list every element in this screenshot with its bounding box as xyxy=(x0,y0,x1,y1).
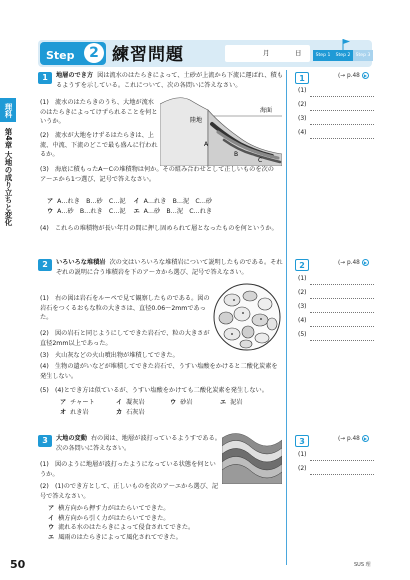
step-badge xyxy=(40,42,106,65)
q2-choice-d: 泥岩 xyxy=(230,399,243,406)
q1-answer-row[interactable] xyxy=(298,100,374,114)
q3-choice-a-mark: ア xyxy=(48,505,55,512)
q3-part2: (2) (1)のでき方として、正しいものを次のア～エから選び、記号で答えなさい。 xyxy=(40,483,219,500)
answer-line xyxy=(310,460,374,461)
answer-line xyxy=(310,474,374,475)
q3-answer-number: 3 xyxy=(295,435,309,447)
q2-part2: (2) 図の岩石と同じようにしてできた岩石で、粒の大きさが直径2mm以上であった。 xyxy=(40,330,210,347)
q1-sediment-diagram xyxy=(160,94,282,166)
q2-rock-loupe-diagram xyxy=(212,282,282,352)
step-number: 2 xyxy=(84,43,104,63)
fig-a-label: A xyxy=(204,141,209,148)
page-title: 練習問題 xyxy=(112,45,184,65)
day-label: 日 xyxy=(295,49,302,57)
q2-choice-a: チャート xyxy=(70,399,95,406)
q1-part1: (1) 流水のはたらきのうち、大地が流水のはたらきによってけずられることを何というか。 xyxy=(40,99,158,126)
q1-answer-label-3: (3) xyxy=(298,115,307,122)
q2-answer-area xyxy=(298,274,374,344)
q1-choice-a-mark: ア xyxy=(47,198,54,205)
q3-choice-d: 風雨のはたらきによって風化されてできた。 xyxy=(58,533,182,541)
q1-choice-a: A…れき B…砂 C…泥 xyxy=(57,198,126,205)
q1-answer-area xyxy=(298,86,374,142)
q2-choice-f: 石灰岩 xyxy=(126,409,145,416)
q3-choice-a: 横方向から押す力がはたらいてできた。 xyxy=(58,505,170,512)
q2-answer-row[interactable] xyxy=(298,316,374,330)
q3-ref-icon: ▶ xyxy=(363,436,367,441)
q1-part4: (4) これらの堆積物が長い年月の間に押し固められて層となったものを何というか。 xyxy=(40,225,278,232)
q2-intro-block xyxy=(56,258,284,277)
step-indicator-2: Step 2 xyxy=(333,50,353,61)
fig-sea-label: 海面 xyxy=(260,107,273,114)
answer-line xyxy=(310,340,374,341)
q3-topic: 大地の変動 xyxy=(56,435,87,442)
month-label: 月 xyxy=(263,49,270,57)
column-divider xyxy=(286,70,287,565)
q1-answer-label-2: (2) xyxy=(298,101,307,108)
q3-choice-c-mark: ウ xyxy=(48,524,55,532)
step-label: Step xyxy=(46,49,75,62)
q1-answer-number: 1 xyxy=(295,72,309,84)
q2-answer-number: 2 xyxy=(295,259,309,271)
q1-intro-block xyxy=(56,71,284,90)
q3-part1: (1) 図のように地層が波打ったようになっている状態を何というか。 xyxy=(40,461,216,478)
q3-answer-area xyxy=(298,450,374,478)
q2-ref-text: (→ p.48 xyxy=(338,260,360,266)
q3-ref-text: (→ p.48 xyxy=(338,436,360,442)
q2-part1: (1) 右の図は岩石をルーペで見て観察したものである。図の岩石をつくるおもな粒の大きさは、直径0.06～2mmであった。 xyxy=(40,295,210,322)
answer-line xyxy=(310,326,374,327)
q2-choices xyxy=(60,398,280,418)
fig-c-label: C xyxy=(258,157,263,164)
q1-intro: 図は流水のはたらきによって、土砂が上流から下流に運ばれ、積もるようすを示している。これについて、次の各問いに答えなさい。 xyxy=(56,72,283,89)
q3-intro-block xyxy=(56,434,224,453)
step-indicator-1: Step 1 xyxy=(313,50,333,61)
answer-line xyxy=(310,110,374,111)
q2-choice-b: 凝灰岩 xyxy=(126,399,145,406)
step-progress xyxy=(313,50,373,62)
date-box xyxy=(225,45,310,62)
q2-answer-label-4: (4) xyxy=(298,317,307,324)
q2-intro: 次の文はいろいろな堆積岩について説明したものである。それぞれの説明に合う堆積岩を下のア～カから選び、記号で答えなさい。 xyxy=(56,259,283,276)
q1-topic: 地層のでき方 xyxy=(56,72,94,79)
q2-answer-row[interactable] xyxy=(298,330,374,344)
q1-choice-b-mark: イ xyxy=(133,198,140,205)
footer-code: SUS 理 xyxy=(354,562,371,568)
q3-answer-row[interactable] xyxy=(298,464,374,478)
q2-part4: (4) 生物の遺がいなどが堆積してできた岩石で、うすい塩酸をかけると二酸化炭素を発生しない。 xyxy=(40,363,278,380)
q3-choice-d-mark: エ xyxy=(48,533,55,541)
q2-answer-row[interactable] xyxy=(298,302,374,316)
q1-choice-c: A…砂 B…れき C…泥 xyxy=(57,207,126,215)
q3-folded-strata-diagram xyxy=(222,432,282,484)
q1-answer-row[interactable] xyxy=(298,114,374,128)
q1-choice-c-mark: ウ xyxy=(47,207,54,215)
q2-answer-label-2: (2) xyxy=(298,289,307,296)
q3-choice-b: 横方向から引く力がはたらいてできた。 xyxy=(58,514,170,522)
subject-tab: 理科 xyxy=(0,98,16,122)
q3-choices xyxy=(48,504,278,542)
flag-icon xyxy=(341,38,351,50)
answer-line xyxy=(310,284,374,285)
q3-ref xyxy=(338,435,369,444)
q1-number: 1 xyxy=(38,72,52,84)
q3-number: 3 xyxy=(38,435,52,447)
q3-choice-b-mark: イ xyxy=(48,514,55,522)
answer-line xyxy=(310,312,374,313)
step-indicator-3: Step 3 xyxy=(353,50,373,61)
q3-choice-c: 流れる水のはたらきによって侵食されてできた。 xyxy=(58,524,195,532)
q2-choice-c: 砂岩 xyxy=(180,399,193,406)
q2-answer-row[interactable] xyxy=(298,274,374,288)
q1-choice-d: A…砂 B…泥 C…れき xyxy=(143,207,213,215)
q2-choice-e: れき岩 xyxy=(70,409,89,416)
q3-answer-label-2: (2) xyxy=(298,465,307,472)
q2-answer-row[interactable] xyxy=(298,288,374,302)
q2-choice-f-mark: カ xyxy=(116,409,123,416)
chapter-label: 第4章 大地の成り立ちと変化 xyxy=(4,128,13,226)
q1-choices xyxy=(47,197,287,216)
q1-part3: (3) 海底に積もったA～Cの堆積物は何か。その組み合わせとして正しいものを次のア～エから1つ選び、記号で答えなさい。 xyxy=(40,166,274,183)
q1-answer-row[interactable] xyxy=(298,128,374,142)
q3-answer-label-1: (1) xyxy=(298,451,307,458)
answer-line xyxy=(310,124,374,125)
q2-answer-label-1: (1) xyxy=(298,275,307,282)
q2-choice-a-mark: ア xyxy=(60,399,67,406)
q1-ref-icon: ▶ xyxy=(363,73,367,78)
q3-intro: 右の図は、地層が波打っているようすである。次の各問いに答えなさい。 xyxy=(56,435,221,452)
fig-land-label: 陸地 xyxy=(190,117,203,124)
q2-ref xyxy=(338,259,369,268)
q2-choice-c-mark: ウ xyxy=(170,399,177,406)
q2-ref-icon: ▶ xyxy=(363,260,367,265)
fig-b-label: B xyxy=(234,151,239,158)
q2-part3: (3) 火山灰などの火山噴出物が堆積してできた。 xyxy=(40,352,179,359)
q1-choice-b: A…れき B…泥 C…砂 xyxy=(143,198,213,205)
q1-ref-text: (→ p.48 xyxy=(338,73,360,79)
q2-topic: いろいろな堆積岩 xyxy=(56,259,106,266)
q2-choice-b-mark: イ xyxy=(116,399,123,406)
q1-ref xyxy=(338,72,369,81)
answer-line xyxy=(310,298,374,299)
page-number: 50 xyxy=(10,558,26,571)
q2-choice-e-mark: オ xyxy=(60,409,67,416)
q1-answer-label-1: (1) xyxy=(298,87,307,94)
answer-line xyxy=(310,138,374,139)
q2-answer-label-5: (5) xyxy=(298,331,307,338)
q2-choice-d-mark: エ xyxy=(220,399,227,406)
q2-part5: (5) (4)とでき方は似ているが、うすい塩酸をかけても二酸化炭素を発生しない。 xyxy=(40,387,268,394)
q2-number: 2 xyxy=(38,259,52,271)
q1-part2: (2) 流水が大地をけずるはたらきは、上流、中流、下流のどこで最も盛んに行われるか。 xyxy=(40,132,158,159)
q3-answer-row[interactable] xyxy=(298,450,374,464)
q1-answer-label-4: (4) xyxy=(298,129,307,136)
q1-choice-d-mark: エ xyxy=(133,207,140,215)
answer-line xyxy=(310,96,374,97)
q2-answer-label-3: (3) xyxy=(298,303,307,310)
q1-answer-row[interactable] xyxy=(298,86,374,100)
